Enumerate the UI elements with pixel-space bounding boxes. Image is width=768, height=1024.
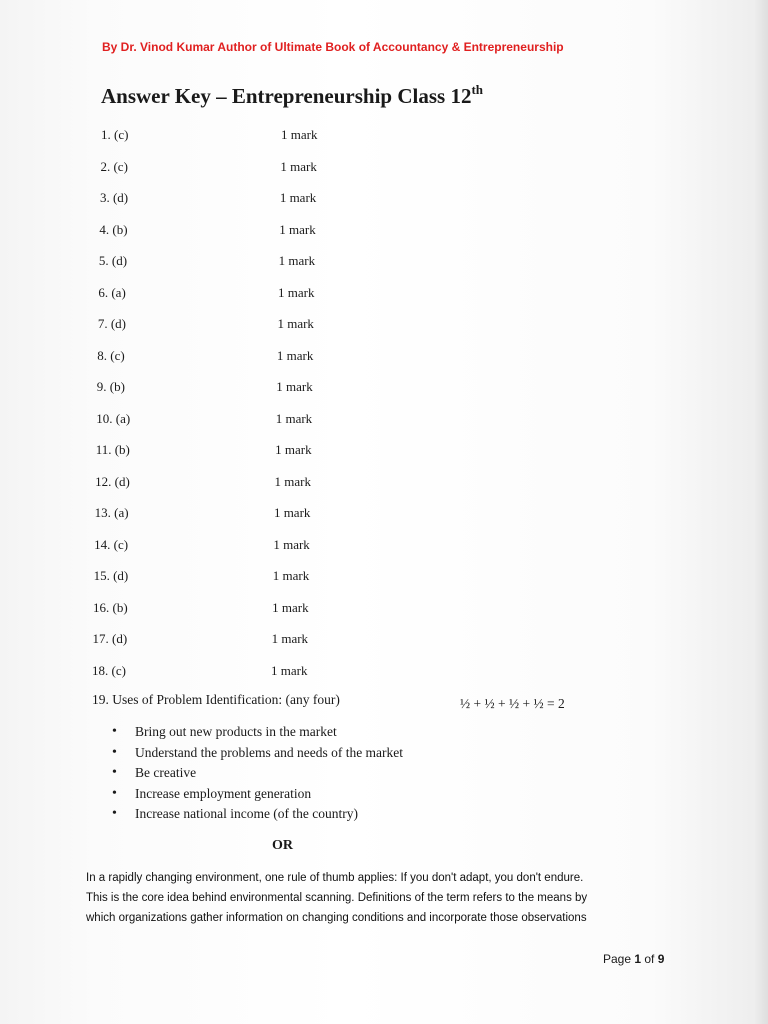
answer-mark: 1 mark — [280, 158, 317, 174]
page-title — [101, 84, 483, 109]
answer-number: 11. (b) — [95, 442, 130, 457]
paragraph-line: This is the core idea behind environmental scanning. Definitions of the term refers to the means by — [86, 892, 588, 904]
current-page-number: 1 — [634, 952, 642, 966]
page-of-label: of — [641, 952, 658, 966]
answer-mark: 1 mark — [272, 599, 309, 615]
answer-number: 5. (d) — [98, 253, 128, 268]
bullet-dot: • — [112, 744, 117, 760]
page-number-footer — [603, 952, 664, 966]
answer-number: 7. (d) — [97, 316, 126, 331]
author-byline: By Dr. Vinod Kumar Author of Ultimate Book of Accountancy & Entrepreneurship — [102, 40, 564, 54]
answer-mark: 1 mark — [272, 568, 310, 583]
answer-mark: 1 mark — [273, 536, 310, 552]
answer-mark: 1 mark — [274, 473, 311, 489]
answer-number: 10. (a) — [96, 410, 131, 426]
bullet-dot: • — [112, 765, 117, 780]
answer-mark: 1 mark — [275, 410, 313, 426]
bullet-item — [112, 745, 403, 766]
question-19-bullet-list — [112, 724, 403, 827]
answer-mark: 1 mark — [279, 190, 317, 205]
bullet-dot: • — [112, 806, 117, 821]
bullet-item — [112, 765, 403, 786]
answer-number: 6. (a) — [98, 284, 126, 300]
question-19-marks: ½ + ½ + ½ + ½ = 2 — [460, 696, 565, 711]
total-page-count: 9 — [657, 952, 665, 966]
answer-mark: 1 mark — [275, 442, 312, 457]
bullet-dot: • — [112, 724, 117, 739]
answer-number: 18. (c) — [92, 662, 126, 678]
bullet-text: Increase national income (of the country) — [135, 806, 359, 821]
bullet-text: Be creative — [135, 765, 197, 780]
answer-number: 1. (c) — [101, 127, 129, 142]
bullet-item — [112, 724, 403, 745]
answer-mark: 1 mark — [271, 662, 308, 678]
title-superscript: th — [471, 82, 484, 97]
page-edge-shadow — [754, 0, 768, 1024]
answer-number: 16. (b) — [93, 599, 128, 615]
answer-number: 15. (d) — [93, 568, 129, 583]
answer-number: 8. (c) — [97, 347, 125, 363]
paragraph-line: which organizations gather information on changing conditions and incorporate those observations — [86, 912, 587, 924]
answer-mark: 1 mark — [276, 379, 313, 394]
answer-number: 17. (d) — [92, 631, 128, 646]
answer-number: 14. (c) — [94, 536, 129, 552]
page-prefix: Page — [603, 952, 635, 966]
answer-mark: 1 mark — [279, 221, 316, 237]
answer-number: 13. (a) — [94, 505, 129, 520]
answer-mark: 1 mark — [281, 127, 318, 142]
answer-number: 4. (b) — [99, 221, 128, 237]
answer-number: 2. (c) — [100, 158, 128, 174]
question-19-heading: 19. Uses of Problem Identification: (any four) — [92, 692, 340, 707]
bullet-text: Increase employment generation — [135, 785, 312, 801]
or-separator: OR — [272, 838, 293, 853]
explanation-paragraph — [86, 868, 672, 928]
answer-number: 9. (b) — [96, 379, 125, 394]
bullet-dot: • — [112, 785, 117, 801]
paragraph-line: In a rapidly changing environment, one rule of thumb applies: If you don't adapt, you don't endure. — [86, 872, 584, 884]
bullet-item — [112, 786, 403, 807]
answer-number: 3. (d) — [99, 190, 129, 205]
answer-mark: 1 mark — [271, 631, 309, 646]
answer-mark: 1 mark — [277, 316, 314, 331]
answer-number: 12. (d) — [95, 473, 130, 489]
bullet-text: Understand the problems and needs of the market — [135, 744, 404, 760]
bullet-text: Bring out new products in the market — [135, 724, 337, 739]
answer-mark: 1 mark — [273, 505, 311, 520]
answer-mark: 1 mark — [278, 284, 315, 300]
bullet-item — [112, 806, 403, 827]
answer-mark: 1 mark — [278, 253, 316, 268]
title-text: Answer Key – Entrepreneurship Class 12 — [101, 84, 472, 108]
answer-mark: 1 mark — [276, 347, 314, 363]
